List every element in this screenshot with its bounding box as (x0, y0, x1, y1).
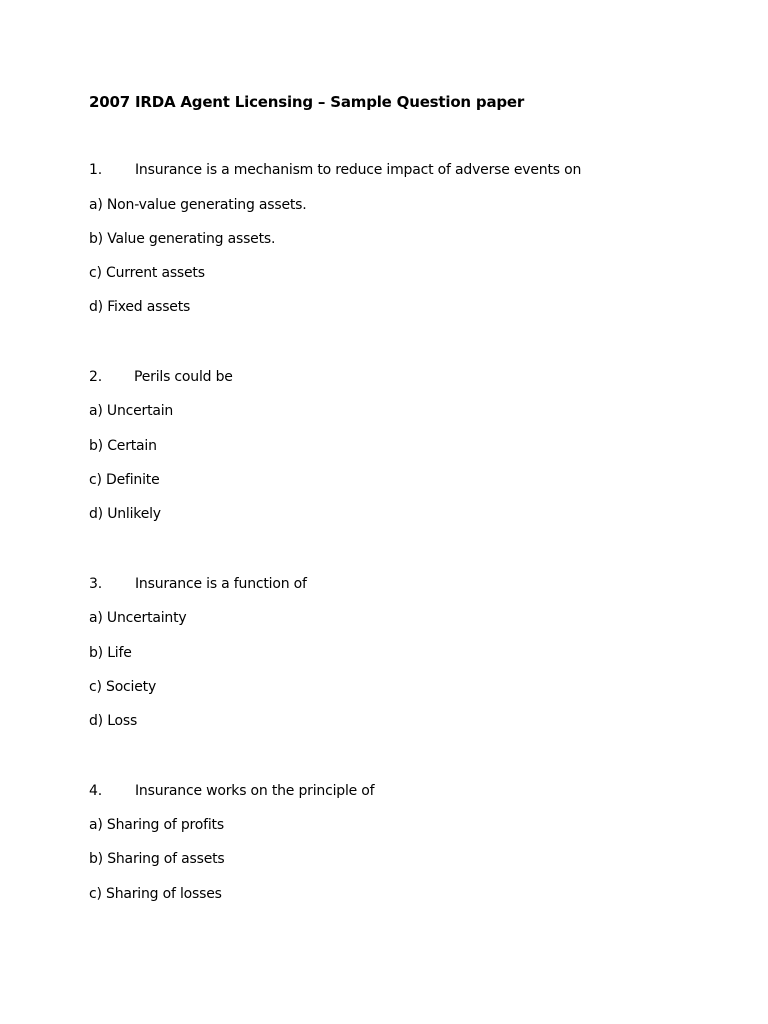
option-2c: c) Definite (89, 472, 160, 488)
question-2 (89, 369, 233, 385)
question-text: Insurance is a function of (135, 576, 307, 592)
question-text: Insurance is a mechanism to reduce impact of adverse events on (135, 162, 582, 178)
question-number: 4. (89, 783, 102, 799)
question-number: 1. (89, 162, 102, 178)
option-2b: b) Certain (89, 438, 157, 454)
option-1b: b) Value generating assets. (89, 231, 276, 247)
option-3b: b) Life (89, 645, 132, 661)
option-2d: d) Unlikely (89, 506, 161, 522)
question-3 (89, 576, 307, 592)
question-number: 3. (89, 576, 102, 592)
question-text: Perils could be (134, 369, 233, 385)
option-3c: c) Society (89, 679, 157, 695)
question-text: Insurance works on the principle of (135, 783, 375, 799)
option-3d: d) Loss (89, 713, 138, 729)
option-4a: a) Sharing of profits (89, 817, 224, 833)
option-4c: c) Sharing of losses (89, 886, 222, 902)
question-1 (89, 162, 581, 178)
question-number: 2. (89, 369, 102, 385)
option-1d: d) Fixed assets (89, 299, 191, 315)
option-2a: a) Uncertain (89, 403, 174, 419)
option-4b: b) Sharing of assets (89, 851, 225, 867)
option-1c: c) Current assets (89, 265, 205, 281)
option-3a: a) Uncertainty (89, 610, 187, 626)
question-4 (89, 783, 374, 799)
document-title: 2007 IRDA Agent Licensing – Sample Question paper (89, 93, 525, 111)
option-1a: a) Non-value generating assets. (89, 197, 307, 213)
